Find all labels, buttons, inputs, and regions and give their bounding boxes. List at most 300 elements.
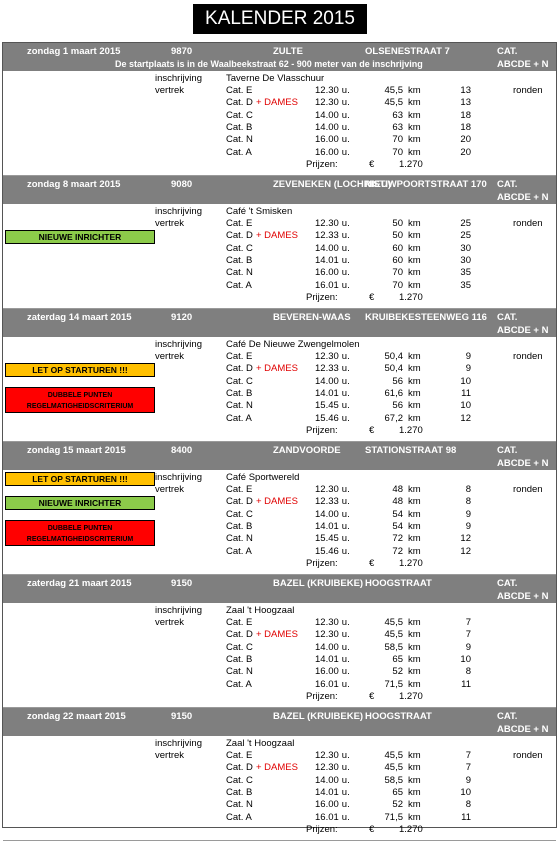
category-row	[3, 255, 556, 267]
euro-sign: €	[369, 158, 375, 170]
category-row	[3, 218, 556, 230]
category-name	[226, 255, 252, 267]
time-unit: u.	[341, 520, 350, 532]
distance-unit: km	[408, 146, 421, 158]
prize-row	[3, 824, 556, 836]
category-row	[3, 642, 556, 654]
start-time	[315, 799, 350, 811]
category-name	[226, 484, 252, 496]
start-time-value: 12.30	[315, 750, 339, 761]
event-date: zondag 15 maart 2015	[27, 445, 126, 456]
category-row	[3, 496, 556, 508]
rounds-label: ronden	[513, 750, 543, 761]
registration-label: inschrijving	[155, 605, 202, 616]
distance-value: 45,5	[384, 629, 403, 641]
distance-value: 45,5	[384, 617, 403, 628]
dames-label: + DAMES	[255, 363, 298, 375]
badge-line: DUBBELE PUNTEN	[47, 392, 113, 399]
distance-value: 50,4	[384, 351, 403, 362]
dames-label: + DAMES	[255, 97, 298, 109]
rounds-value: 10	[460, 786, 471, 798]
category-row	[3, 122, 556, 134]
category-row	[3, 376, 556, 388]
registration-label: inschrijving	[155, 339, 202, 350]
category-row	[3, 388, 556, 400]
start-time-value: 14.00	[315, 242, 339, 254]
category-row	[3, 533, 556, 545]
venue-name: Zaal 't Hoogzaal	[226, 605, 295, 616]
start-time-value: 12.33	[315, 363, 339, 375]
rounds-value: 7	[465, 762, 471, 774]
start-time	[315, 642, 350, 654]
start-time-value: 15.46	[315, 545, 339, 557]
distance-unit: km	[408, 134, 421, 146]
category-name	[226, 775, 253, 787]
start-time-value: 12.30	[315, 351, 339, 362]
start-time-value: 16.00	[315, 666, 339, 678]
category-name	[226, 617, 252, 629]
event-town: BAZEL (KRUIBEKE)	[273, 711, 364, 722]
category-label: Cat. C	[226, 109, 253, 121]
start-time-value: 12.30	[315, 97, 339, 109]
prize-label: Prijzen:	[306, 158, 338, 170]
category-label: Cat. N	[226, 533, 253, 545]
category-name	[226, 280, 252, 292]
category-label: Cat. E	[226, 750, 253, 761]
event-header	[3, 575, 556, 603]
event-body	[3, 736, 556, 840]
rounds-label: ronden	[513, 484, 543, 495]
header-cat: CAT.	[497, 711, 518, 722]
distance-unit: km	[408, 786, 421, 798]
event-header	[3, 708, 556, 736]
header-cat-list: ABCDE + N	[497, 591, 549, 602]
distance-unit: km	[408, 545, 421, 557]
event-block	[3, 43, 556, 176]
category-row	[3, 521, 556, 533]
header-cat: CAT.	[497, 179, 518, 190]
category-name	[226, 85, 252, 97]
category-label: Cat. B	[226, 121, 253, 133]
category-label: Cat. D	[226, 230, 253, 242]
distance-value: 45,5	[384, 85, 403, 96]
rounds-value: 25	[460, 218, 471, 229]
prize-label: Prijzen:	[306, 291, 338, 303]
category-label: Cat. E	[226, 484, 253, 495]
header-cat: CAT.	[497, 46, 518, 57]
rounds-value: 13	[460, 85, 471, 96]
start-time	[315, 122, 350, 134]
category-name	[226, 376, 253, 388]
registration-row	[3, 472, 556, 484]
rounds-value: 30	[460, 254, 471, 266]
category-label: Cat. D	[226, 762, 253, 774]
start-time	[315, 134, 350, 146]
departure-label: vertrek	[155, 85, 185, 96]
time-unit: u.	[341, 400, 350, 412]
distance-unit: km	[408, 351, 421, 362]
distance-unit: km	[408, 678, 421, 690]
event-header	[3, 43, 556, 71]
start-time-value: 14.00	[315, 375, 339, 387]
distance-unit: km	[408, 400, 421, 412]
rounds-value: 8	[465, 496, 471, 508]
dames-label: + DAMES	[255, 230, 298, 242]
category-label: Cat. E	[226, 218, 253, 229]
category-label: Cat. D	[226, 363, 253, 375]
category-label: Cat. D	[226, 97, 253, 109]
category-name	[226, 533, 253, 545]
start-time	[315, 85, 350, 97]
category-name	[226, 110, 253, 122]
category-row	[3, 799, 556, 811]
event-town: ZEVENEKEN (LOCHRISTI)	[273, 179, 392, 190]
dames-label: + DAMES	[255, 762, 298, 774]
category-label: Cat. A	[226, 146, 252, 158]
venue-name: Café De Nieuwe Zwengelmolen	[226, 339, 360, 350]
category-label: Cat. C	[226, 508, 253, 520]
new-organizer-badge: NIEUWE INRICHTER	[5, 230, 155, 244]
distance-value: 70	[392, 146, 403, 158]
event-postcode: 9870	[171, 46, 193, 57]
category-label: Cat. C	[226, 375, 253, 387]
distance-value: 58,5	[384, 774, 403, 786]
euro-sign: €	[369, 557, 375, 569]
category-label: Cat. N	[226, 400, 253, 412]
category-row	[3, 85, 556, 97]
start-time-value: 16.00	[315, 146, 339, 158]
distance-unit: km	[408, 762, 421, 774]
time-unit: u.	[341, 134, 350, 146]
start-time	[315, 280, 350, 292]
category-name	[226, 230, 298, 242]
time-unit: u.	[341, 762, 350, 774]
header-cat-list: ABCDE + N	[497, 458, 549, 469]
time-unit: u.	[341, 811, 350, 823]
start-time	[315, 400, 350, 412]
distance-unit: km	[408, 279, 421, 291]
start-time-value: 14.00	[315, 109, 339, 121]
time-unit: u.	[341, 230, 350, 242]
category-label: Cat. B	[226, 786, 253, 798]
start-time-value: 15.45	[315, 533, 339, 545]
distance-unit: km	[408, 267, 421, 279]
header-cat-list: ABCDE + N	[497, 59, 549, 70]
category-name	[226, 509, 253, 521]
time-unit: u.	[341, 496, 350, 508]
distance-value: 56	[392, 400, 403, 412]
start-time	[315, 521, 350, 533]
start-time	[315, 255, 350, 267]
start-time	[315, 654, 350, 666]
prize-row	[3, 159, 556, 171]
distance-unit: km	[408, 653, 421, 665]
departure-label: vertrek	[155, 218, 185, 229]
registration-label: inschrijving	[155, 73, 202, 84]
event-body	[3, 71, 556, 175]
category-label: Cat. E	[226, 617, 253, 628]
time-unit: u.	[341, 146, 350, 158]
time-unit: u.	[341, 387, 350, 399]
header-cat: CAT.	[497, 312, 518, 323]
time-unit: u.	[341, 653, 350, 665]
category-row	[3, 351, 556, 363]
distance-unit: km	[408, 254, 421, 266]
departure-label: vertrek	[155, 617, 185, 628]
category-name	[226, 351, 252, 363]
rounds-value: 11	[461, 678, 471, 690]
category-row	[3, 775, 556, 787]
rounds-value: 12	[460, 533, 471, 545]
rounds-value: 11	[461, 387, 471, 399]
start-time-value: 12.30	[315, 85, 339, 96]
header-cat-list: ABCDE + N	[497, 192, 549, 203]
category-name	[226, 400, 253, 412]
start-time-value: 14.01	[315, 786, 339, 798]
distance-value: 45,5	[384, 97, 403, 109]
rounds-value: 9	[465, 351, 471, 362]
prize-label: Prijzen:	[306, 557, 338, 569]
prize-row	[3, 292, 556, 304]
time-unit: u.	[341, 508, 350, 520]
category-row	[3, 267, 556, 279]
start-time-value: 14.00	[315, 508, 339, 520]
event-street: NIEUWPOORTSTRAAT 170	[365, 179, 487, 190]
distance-unit: km	[408, 750, 421, 761]
category-label: Cat. N	[226, 267, 253, 279]
registration-label: inschrijving	[155, 738, 202, 749]
time-unit: u.	[341, 533, 350, 545]
event-street: OLSENESTRAAT 7	[365, 46, 450, 57]
distance-value: 65	[392, 786, 403, 798]
distance-value: 60	[392, 242, 403, 254]
distance-unit: km	[408, 629, 421, 641]
category-name	[226, 363, 298, 375]
distance-value: 60	[392, 254, 403, 266]
header-cat-list: ABCDE + N	[497, 325, 549, 336]
rounds-value: 11	[461, 811, 471, 823]
event-body	[3, 603, 556, 707]
start-time	[315, 484, 350, 496]
category-row	[3, 750, 556, 762]
start-time-value: 15.46	[315, 412, 339, 424]
time-unit: u.	[341, 97, 350, 109]
start-time	[315, 787, 350, 799]
start-time	[315, 363, 350, 375]
prize-label: Prijzen:	[306, 823, 338, 835]
prize-row	[3, 691, 556, 703]
event-block	[3, 442, 556, 575]
category-row	[3, 762, 556, 774]
start-time	[315, 509, 350, 521]
distance-value: 50,4	[384, 363, 403, 375]
event-block	[3, 309, 556, 442]
rounds-value: 20	[460, 134, 471, 146]
event-block	[3, 708, 556, 841]
time-unit: u.	[341, 279, 350, 291]
prize-label: Prijzen:	[306, 690, 338, 702]
category-label: Cat. A	[226, 279, 252, 291]
rounds-value: 9	[465, 641, 471, 653]
start-time-value: 14.00	[315, 121, 339, 133]
start-time-value: 16.00	[315, 134, 339, 146]
category-row	[3, 110, 556, 122]
event-header	[3, 309, 556, 337]
category-name	[226, 147, 252, 159]
distance-unit: km	[408, 85, 421, 96]
prize-row	[3, 558, 556, 570]
rounds-value: 9	[465, 520, 471, 532]
prize-amount: 1.270	[399, 690, 423, 702]
distance-value: 67,2	[384, 412, 403, 424]
time-unit: u.	[341, 412, 350, 424]
event-town: ZULTE	[273, 46, 303, 57]
event-town: BEVEREN-WAAS	[273, 312, 351, 323]
header-cat: CAT.	[497, 445, 518, 456]
category-label: Cat. E	[226, 85, 253, 96]
start-time-value: 14.01	[315, 387, 339, 399]
calendar-document	[2, 42, 557, 835]
distance-unit: km	[408, 774, 421, 786]
distance-value: 72	[392, 545, 403, 557]
category-label: Cat. B	[226, 520, 253, 532]
start-time-value: 12.30	[315, 762, 339, 774]
distance-unit: km	[408, 811, 421, 823]
euro-sign: €	[369, 424, 375, 436]
start-time	[315, 812, 350, 824]
category-name	[226, 654, 252, 666]
start-time	[315, 533, 350, 545]
new-organizer-badge: NIEUWE INRICHTER	[5, 496, 155, 510]
distance-value: 45,5	[384, 750, 403, 761]
event-street: HOOGSTRAAT	[365, 711, 432, 722]
event-postcode: 9150	[171, 578, 193, 589]
venue-name: Taverne De Vlasschuur	[226, 73, 325, 84]
category-row	[3, 666, 556, 678]
rounds-value: 30	[460, 242, 471, 254]
category-label: Cat. A	[226, 545, 252, 557]
prize-row	[3, 425, 556, 437]
time-unit: u.	[341, 484, 350, 495]
time-unit: u.	[341, 85, 350, 96]
category-label: Cat. E	[226, 351, 253, 362]
category-name	[226, 388, 252, 400]
registration-row	[3, 605, 556, 617]
event-body	[3, 337, 556, 441]
category-name	[226, 496, 298, 508]
category-row	[3, 97, 556, 109]
dames-label: + DAMES	[255, 496, 298, 508]
start-time	[315, 388, 350, 400]
start-time	[315, 762, 350, 774]
category-label: Cat. C	[226, 641, 253, 653]
start-time	[315, 413, 350, 425]
category-row	[3, 413, 556, 425]
start-time	[315, 750, 350, 762]
rounds-value: 35	[460, 279, 471, 291]
category-name	[226, 243, 253, 255]
registration-row	[3, 339, 556, 351]
category-name	[226, 97, 298, 109]
rounds-value: 20	[460, 146, 471, 158]
start-time-value: 16.00	[315, 799, 339, 811]
category-name	[226, 762, 298, 774]
distance-unit: km	[408, 363, 421, 375]
category-row	[3, 243, 556, 255]
distance-unit: km	[408, 375, 421, 387]
category-name	[226, 521, 252, 533]
start-time-value: 15.45	[315, 400, 339, 412]
category-label: Cat. B	[226, 254, 253, 266]
start-time-value: 12.33	[315, 230, 339, 242]
distance-value: 50	[392, 218, 403, 229]
start-time	[315, 376, 350, 388]
distance-unit: km	[408, 666, 421, 678]
time-unit: u.	[341, 121, 350, 133]
event-note: De startplaats is in de Waalbeekstraat 62 - 900 meter van de inschrijving	[115, 59, 423, 69]
distance-unit: km	[408, 641, 421, 653]
start-time	[315, 617, 350, 629]
start-time-value: 14.00	[315, 774, 339, 786]
category-row	[3, 787, 556, 799]
start-time-value: 14.01	[315, 520, 339, 532]
venue-name: Café Sportwereld	[226, 472, 300, 483]
event-date: zaterdag 21 maart 2015	[27, 578, 132, 589]
badge-line: REGELMATIGHEIDSCRITERIUM	[26, 536, 134, 543]
category-label: Cat. C	[226, 774, 253, 786]
start-time-value: 12.30	[315, 218, 339, 229]
event-street: STATIONSTRAAT 98	[365, 445, 457, 456]
start-time	[315, 775, 350, 787]
prize-amount: 1.270	[399, 291, 423, 303]
start-time-value: 12.30	[315, 617, 339, 628]
badge-line: DUBBELE PUNTEN	[47, 525, 113, 532]
venue-name: Café 't Smisken	[226, 206, 293, 217]
registration-label: inschrijving	[155, 206, 202, 217]
event-postcode: 9080	[171, 179, 193, 190]
category-name	[226, 812, 252, 824]
category-row	[3, 617, 556, 629]
rounds-value: 35	[460, 267, 471, 279]
time-unit: u.	[341, 267, 350, 279]
event-date: zondag 22 maart 2015	[27, 711, 126, 722]
rounds-value: 10	[460, 375, 471, 387]
start-time	[315, 546, 350, 558]
category-label: Cat. N	[226, 799, 253, 811]
category-name	[226, 413, 252, 425]
category-name	[226, 750, 252, 762]
distance-value: 70	[392, 267, 403, 279]
category-label: Cat. A	[226, 678, 252, 690]
time-unit: u.	[341, 774, 350, 786]
distance-unit: km	[408, 218, 421, 229]
badge-line: REGELMATIGHEIDSCRITERIUM	[26, 403, 134, 410]
start-time	[315, 267, 350, 279]
category-name	[226, 679, 252, 691]
euro-sign: €	[369, 690, 375, 702]
category-name	[226, 218, 252, 230]
distance-unit: km	[408, 617, 421, 628]
distance-value: 70	[392, 134, 403, 146]
rounds-value: 7	[465, 629, 471, 641]
event-town: BAZEL (KRUIBEKE)	[273, 578, 364, 589]
time-unit: u.	[341, 363, 350, 375]
start-time-value: 14.01	[315, 653, 339, 665]
category-row	[3, 134, 556, 146]
category-row	[3, 280, 556, 292]
header-cat: CAT.	[497, 578, 518, 589]
start-times-warning-badge: LET OP STARTUREN !!!	[5, 472, 155, 486]
